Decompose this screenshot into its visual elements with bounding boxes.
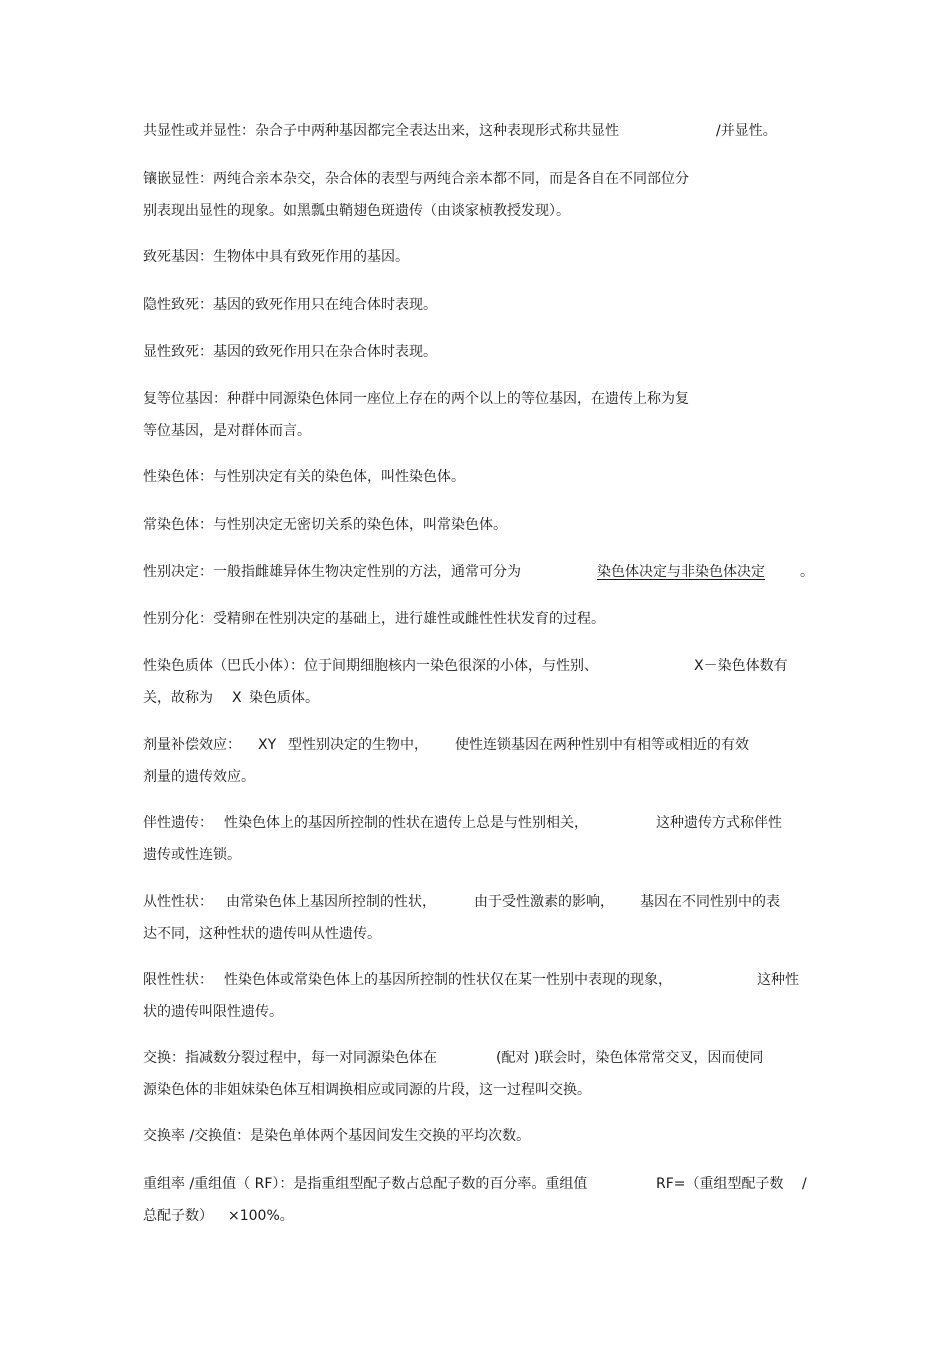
term-sex-linked-line1c: 这种遗传方式称伴性 bbox=[656, 815, 782, 831]
term-sex-influenced-line1d: 基因在不同性别中的表 bbox=[640, 894, 780, 910]
term-sex-linked-line1a: 伴性遗传： bbox=[143, 815, 213, 831]
term-recombination-line2a: 总配子数） bbox=[143, 1208, 213, 1224]
term-sex-influenced-line1a: 从性性状： bbox=[143, 894, 213, 910]
term-barr-body-line2c: 染色质体。 bbox=[249, 690, 319, 706]
term-recombination-line1c: / bbox=[802, 1176, 807, 1192]
term-dominant-lethal: 显性致死：基因的致死作用只在杂合体时表现。 bbox=[143, 344, 437, 360]
term-barr-body-line2a: 关，故称为 bbox=[143, 690, 213, 706]
term-sex-influenced-line1c: 由于受性激素的影响， bbox=[474, 894, 614, 910]
term-barr-body-line2b: X bbox=[232, 690, 242, 706]
term-sex-limited-line1b: 性染色体或常染色体上的基因所控制的性状仅在某一性别中表现的现象， bbox=[224, 972, 672, 988]
term-sex-linked-line1b: 性染色体上的基因所控制的性状在遗传上总是与性别相关， bbox=[224, 815, 588, 831]
term-sex-chromosome: 性染色体：与性别决定有关的染色体，叫性染色体。 bbox=[143, 469, 465, 485]
term-recombination-line2b: ×100%。 bbox=[228, 1208, 294, 1224]
term-sex-differentiation: 性别分化：受精卵在性别决定的基础上，进行雄性或雌性性状发育的过程。 bbox=[143, 611, 605, 627]
term-multiple-alleles-line2: 等位基因，是对群体而言。 bbox=[143, 423, 311, 439]
term-sex-limited-line1a: 限性性状： bbox=[143, 972, 213, 988]
term-crossover-value: 交换率 /交换值：是染色单体两个基因间发生交换的平均次数。 bbox=[143, 1128, 531, 1144]
term-recombination-line1b: RF=（重组型配子数 bbox=[656, 1176, 784, 1192]
term-sex-determination-period: 。 bbox=[800, 564, 814, 580]
term-sex-determination-underlined: 染色体决定与非染色体决定 bbox=[597, 564, 765, 580]
term-sex-determination-line1a: 性别决定：一般指雌雄异体生物决定性别的方法，通常可分为 bbox=[143, 564, 521, 580]
term-sex-limited-line1c: 这种性 bbox=[757, 972, 799, 988]
term-mosaic-dominance-line2: 别表现出显性的现象。如黑瓢虫鞘翅色斑遗传（由谈家桢教授发现）。 bbox=[143, 203, 570, 219]
term-sex-influenced-line1b: 由常染色体上基因所控制的性状， bbox=[226, 894, 436, 910]
term-crossing-over-line1a: 交换：指减数分裂过程中，每一对同源染色体在 bbox=[143, 1050, 437, 1066]
term-sex-linked-line2: 遗传或性连锁。 bbox=[143, 847, 241, 863]
term-crossing-over-line1b: (配对 )联会时，染色体常常交叉，因而使同 bbox=[496, 1050, 764, 1066]
term-recessive-lethal: 隐性致死：基因的致死作用只在纯合体时表现。 bbox=[143, 297, 437, 313]
term-dosage-compensation-line1c: 型性别决定的生物中， bbox=[288, 737, 428, 753]
term-dosage-compensation-line1a: 剂量补偿效应： bbox=[143, 737, 241, 753]
term-sex-influenced-line2: 达不同，这种性状的遗传叫从性遗传。 bbox=[143, 926, 381, 942]
term-codominance-line1a: 共显性或并显性：杂合子中两种基因都完全表达出来，这种表现形式称共显性 bbox=[143, 123, 619, 139]
term-barr-body-line1a: 性染色质体（巴氏小体）：位于间期细胞核内一染色很深的小体，与性别、 bbox=[143, 658, 598, 674]
term-autosome: 常染色体：与性别决定无密切关系的染色体，叫常染色体。 bbox=[143, 517, 507, 533]
term-sex-limited-line2: 状的遗传叫限性遗传。 bbox=[143, 1004, 283, 1020]
term-multiple-alleles-line1: 复等位基因：种群中同源染色体同一座位上存在的两个以上的等位基因，在遗传上称为复 bbox=[143, 391, 689, 407]
term-codominance-line1b: /并显性。 bbox=[716, 123, 777, 139]
term-crossing-over-line2: 源染色体的非姐妹染色体互相调换相应或同源的片段，这一过程叫交换。 bbox=[143, 1082, 591, 1098]
term-dosage-compensation-line1d: 使性连锁基因在两种性别中有相等或相近的有效 bbox=[455, 737, 749, 753]
term-dosage-compensation-line2: 剂量的遗传效应。 bbox=[143, 769, 255, 785]
term-mosaic-dominance-line1: 镶嵌显性：两纯合亲本杂交，杂合体的表型与两纯合亲本都不同，而是各自在不同部位分 bbox=[143, 171, 689, 187]
term-lethal-gene: 致死基因：生物体中具有致死作用的基因。 bbox=[143, 249, 409, 265]
term-dosage-compensation-line1b: XY bbox=[258, 737, 277, 753]
term-barr-body-line1b: X－染色体数有 bbox=[694, 658, 788, 674]
term-recombination-line1a: 重组率 /重组值（ RF）：是指重组型配子数占总配子数的百分率。重组值 bbox=[143, 1176, 588, 1192]
